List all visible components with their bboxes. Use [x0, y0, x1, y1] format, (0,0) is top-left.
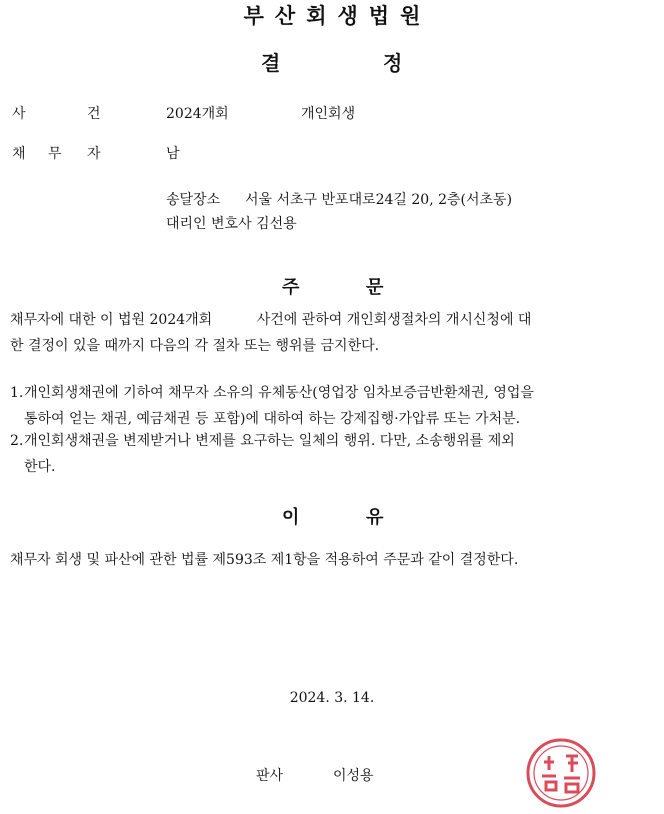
reason-title-char-1: 이	[282, 507, 300, 528]
order-item-1-line-2: 통하여 얻는 채권, 예금채권 등 포함)에 대하여 하는 강제집행·가압류 또는 가처분.	[24, 411, 521, 427]
seal-inner-ring	[534, 746, 588, 800]
seal-stroke-left	[542, 756, 556, 790]
debtor-label-char-3: 자	[87, 146, 101, 162]
order-item-2	[10, 428, 658, 480]
debtor-label-char-1: 채	[12, 146, 26, 162]
order-item-1	[10, 380, 658, 432]
order-title-char-1: 주	[282, 277, 300, 298]
seal-stroke-right	[564, 756, 580, 792]
judge-name: 이성용	[333, 768, 374, 784]
case-number: 2024개회	[166, 106, 229, 122]
order-item-1-line-1: 개인회생채권에 기하여 채무자 소유의 유체동산(영업장 임차보증금반환채권, 영업을	[24, 385, 534, 401]
order-item-2-line-1: 개인회생채권을 변제받거나 변제를 요구하는 일체의 행위. 다만, 소송행위를 제외	[24, 433, 515, 449]
order-intro-line-1: 채무자에 대한 이 법원 2024개회 사건에 관하여 개인회생절차의 개시신청에 대	[10, 312, 532, 328]
reason-title-char-2: 유	[366, 507, 384, 528]
case-label-char-2: 건	[87, 106, 101, 122]
debtor-label-char-2: 무	[48, 146, 62, 162]
order-intro	[10, 307, 658, 359]
court-seal	[524, 736, 598, 810]
judge-role: 판사	[256, 768, 284, 784]
order-item-2-line-2: 한다.	[24, 459, 56, 475]
seal-stamp-icon	[524, 736, 598, 810]
document-title-right: 정	[383, 51, 403, 75]
document-title-left: 결	[261, 51, 281, 75]
debtor-name: 남	[166, 146, 180, 162]
order-title-char-2: 문	[366, 277, 384, 298]
order-item-number: 1.	[10, 385, 24, 401]
seal-outer-ring	[528, 740, 594, 806]
debtor-agent: 대리인 변호사 김선용	[166, 216, 297, 232]
order-intro-line-2: 한 결정이 있을 때까지 다음의 각 절차 또는 행위를 금지한다.	[10, 338, 380, 354]
order-item-number: 2.	[10, 433, 24, 449]
decision-date: 2024. 3. 14.	[289, 690, 375, 706]
reason-text: 채무자 회생 및 파산에 관한 법률 제593조 제1항을 적용하여 주문과 같이 결정한다.	[10, 552, 519, 568]
service-address-label: 송달장소	[166, 192, 221, 208]
case-type: 개인회생	[301, 106, 356, 122]
case-label-char-1: 사	[12, 106, 26, 122]
court-name: 부산회생법원	[243, 4, 432, 28]
service-address-value: 서울 서초구 반포대로24길 20, 2층(서초동)	[245, 192, 513, 208]
